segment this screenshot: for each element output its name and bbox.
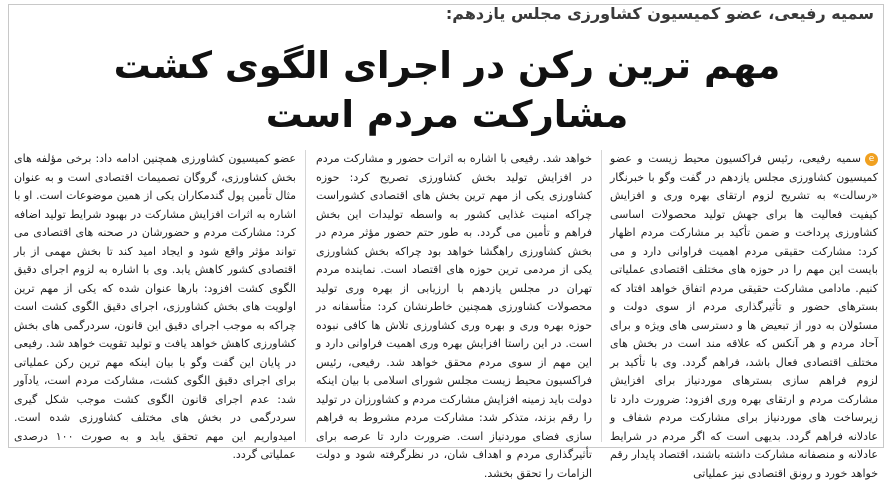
column-divider [305, 150, 306, 442]
article-kicker: سمیه رفیعی، عضو کمیسیون کشاورزی مجلس یازدهم: [445, 4, 874, 23]
column-right-text: سمیه رفیعی، رئیس فراکسیون محیط زیست و عضو کمیسیون کشاورزی مجلس یازدهم در گفت وگو با خبرنگار «رسالت» به تشریح لزوم ارتقای بهره وری و افزایش کیفیت فعالیت ها برای جهش تولید محصولات اساسی کشاورزی پرداخت و ضمن تأکید بر مشارکت مردم اظهار کرد: مشارکت حقیقی مردم اهمیت فراوانی دارد و می بایست این مهم را در حوزه های مختلف اقتصادی عملیاتی کنیم. مادامی مشارکت حقیقی مردم اتفاق خواهد افتاد که بسترهای حضور و تأثیرگذاری مردم از سوی دولت و مسئولان به دور از تبعیض ها و دسترسی های ویژه و برای آحاد مردم و هر آنکس که علاقه مند است در بخش های مختلف اقتصادی فعال باشد، فراهم گردد. وی با تأکید بر لزوم فراهم سازی بسترهای موردنیاز برای افزایش مشارکت مردم و ارتقای بهره وری افزود: ضرورت دارد تا زیرساخت های موردنیاز برای مشارکت مردم شفاف و عادلانه فراهم گردد. بدیهی است که اگر مردم در شرایط عادلانه و منصفانه مشارکت داشته باشند، اقتصاد پایدار رقم خواهد خورد و رونق اقتصادی نیز عملیاتی [610, 152, 878, 480]
column-middle-text: خواهد شد. رفیعی با اشاره به اثرات حضور و مشارکت مردم در افزایش تولید بخش کشاورزی تصریح کرد: حوزه کشاورزی یکی از مهم ترین بخش های اقتصادی کشوراست چراکه امنیت غذایی کشور به واسطه تولیدات این بخش فراهم و تأمین می گردد. به طور حتم حضور مؤثر مردم در بخش کشاورزی راهگشا خواهد بود چراکه بخش کشاورزی یکی از مردمی ترین حوزه های اقتصاد است. نماینده مردم تهران در مجلس یازدهم با ارزیابی از بهره وری تولید محصولات کشاورزی همچنین خاطرنشان کرد: متأسفانه در حوزه بهره وری و بهره وری کشاورزی تلاش ها کافی نبوده است. در این راستا افزایش بهره وری اهمیت فراوانی دارد و این مهم از سوی مردم محقق خواهد شد. رفیعی، رئیس فراکسیون محیط زیست مجلس شورای اسلامی با بیان اینکه دولت باید زمینه افزایش مشارکت مردم و کشاورزان در تولید را رقم بزند، متذکر شد: مشارکت مردم مشروط به فراهم سازی فضای موردنیاز است. ضرورت دارد تا عرصه برای تأثیرگذاری مردم و اهداف شان، در نظرگرفته شود و دولت الزامات را تحقق بخشد. [316, 152, 592, 480]
column-left-text: عضو کمیسیون کشاورزی همچنین ادامه داد: برخی مؤلفه های بخش کشاورزی، گروگان تصمیمات اقتصادی است و به عنوان مثال تأمین پول گندمکاران یکی از همین موضوعات است. او با اشاره به اثرات افزایش مشارکت در بهبود شرایط تولید اضافه کرد: مشارکت مردم و حضورشان در صحنه های اقتصادی می تواند مؤثر واقع شود و ایجاد امید کند تا بخش مهمی از بار اقتصادی کشور کاهش یابد. وی با اشاره به لزوم اجرای دقیق الگوی کشت افزود: بارها عنوان شده که یکی از مهم ترین اولویت های بخش کشاورزی، اجرای دقیق الگوی کشت است چراکه به موجب اجرای دقیق این قانون، سردرگمی های بخش کشاورزی کاهش خواهد یافت و تولید تقویت خواهد شد. رفیعی در پایان این گفت وگو با بیان اینکه مهم ترین رکن عملیاتی برای اجرای دقیق الگوی کشت، مشارکت مردم است، یادآور شد: عدم اجرای قانون الگوی کشت موجب شکل گیری سردرگمی در بخش های مختلف کشاورزی شده است. امیدواریم این مهم تحقق یابد و به صورت ۱۰۰ درصدی عملیاتی گردد. [14, 152, 296, 461]
column-divider [601, 150, 602, 442]
headline-line-2: مشارکت مردم است [265, 93, 629, 136]
bullet-icon: e [865, 153, 878, 166]
article-column-middle [316, 150, 592, 480]
article-column-left [14, 150, 296, 461]
headline-line-1: مهم ترین رکن در اجرای الگوی کشت [113, 44, 781, 87]
article-column-right [610, 150, 878, 480]
